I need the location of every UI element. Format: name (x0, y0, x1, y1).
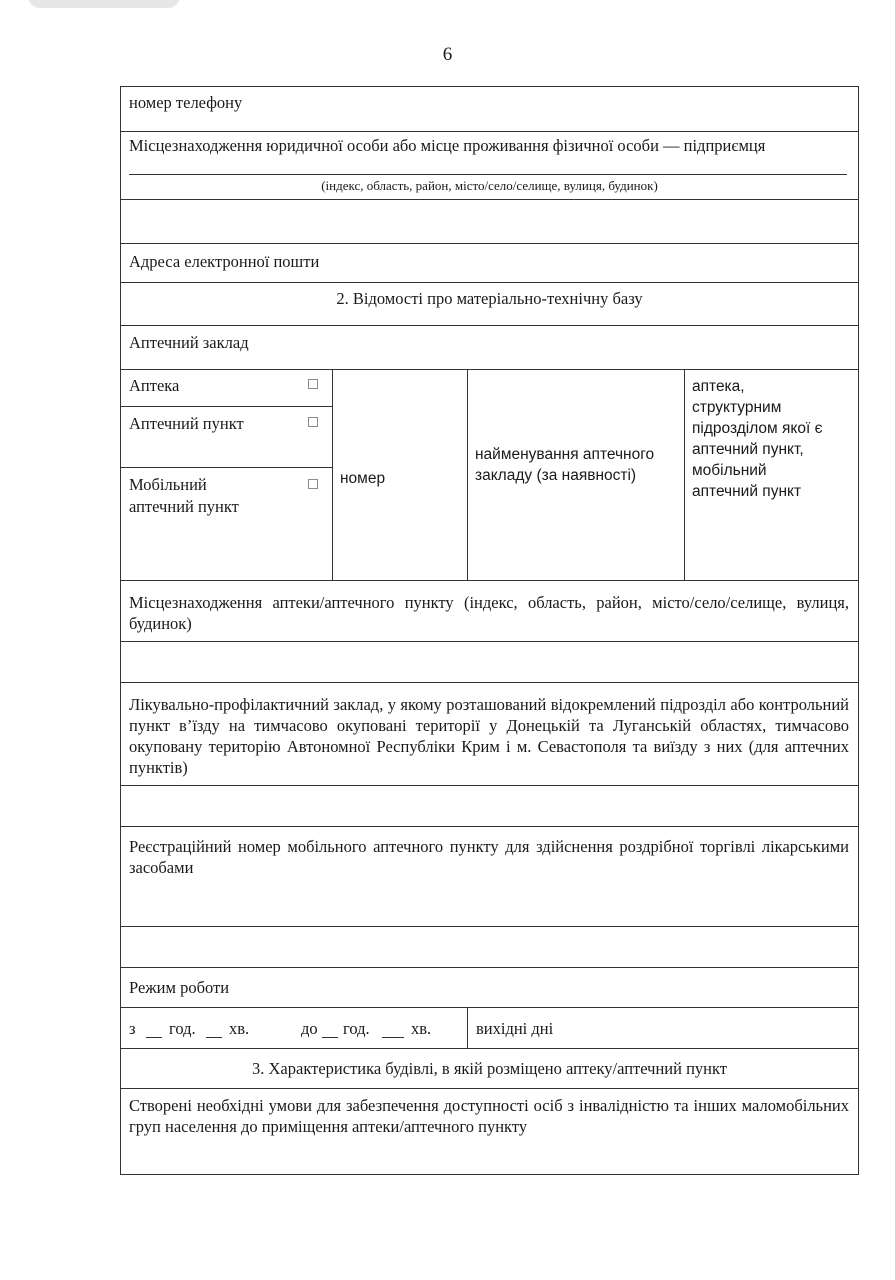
blank-underline (206, 1037, 222, 1038)
work-from-minutes-label: хв. (229, 1019, 250, 1038)
row-divider (120, 826, 859, 827)
row-divider (120, 1048, 859, 1049)
column-divider (684, 369, 685, 580)
pharmacy-location-value-field[interactable] (121, 642, 857, 682)
parent-pharmacy-label-line: аптечний пункт, (692, 441, 804, 458)
mobile-pharmacy-type-checkbox[interactable] (308, 479, 318, 489)
work-from-hours-label: год. (169, 1019, 196, 1038)
parent-pharmacy-label-line: мобільний (692, 462, 767, 479)
row-divider (120, 282, 859, 283)
table-border-top (120, 86, 859, 87)
parent-pharmacy-label (692, 376, 856, 502)
days-off-label: вихідні дні (476, 1019, 554, 1038)
pharmacy-type-option[interactable] (121, 370, 331, 406)
location-hint: (індекс, область, район, місто/село/селище, вулиця, будинок) (321, 178, 658, 193)
row-divider (120, 131, 859, 132)
pharmacy-name-label: найменування аптечного закладу (за наявності) (475, 446, 655, 484)
blank-underline (322, 1037, 338, 1038)
pharmacy-point-type-option[interactable] (121, 407, 331, 467)
work-hours-field[interactable] (121, 1008, 466, 1048)
page-number: 6 (442, 44, 453, 65)
location-underline (129, 174, 847, 175)
row-divider (120, 580, 859, 581)
row-divider (120, 967, 859, 968)
parent-pharmacy-label-line: підрозділом якої є (692, 420, 823, 437)
parent-pharmacy-label-line: аптека, (692, 378, 745, 395)
mobile-pharmacy-type-option[interactable] (121, 468, 331, 579)
pharmacy-location-label: Місцезнаходження аптеки/аптечного пункту (індекс, область, район, місто/село/селище, вулиця, будинок) (129, 593, 849, 633)
mobile-pharmacy-type-label-line2: аптечний пункт (129, 497, 239, 516)
pharmacy-type-checkbox[interactable] (308, 379, 318, 389)
browser-tab-edge (28, 0, 180, 8)
blank-underline (382, 1037, 404, 1038)
row-divider (120, 682, 859, 683)
days-off-field[interactable] (468, 1008, 857, 1048)
table-border-bottom (120, 1174, 859, 1175)
section3-title: 3. Характеристика будівлі, в якій розміщено аптеку/аптечний пункт (252, 1059, 727, 1078)
pharmacy-point-type-checkbox[interactable] (308, 417, 318, 427)
row-divider (120, 1088, 859, 1089)
work-schedule-label: Режим роботи (129, 978, 230, 997)
row-divider (120, 243, 859, 244)
row-divider (120, 325, 859, 326)
work-to-label: до (301, 1019, 318, 1038)
parent-pharmacy-label-line: структурним (692, 399, 782, 416)
mobile-registration-label: Реєстраційний номер мобільного аптечного пункту для здійснення роздрібної торгівлі лікарськими засобами (129, 837, 849, 877)
work-to-minutes-label: хв. (411, 1019, 432, 1038)
location-value-field[interactable] (121, 200, 857, 243)
work-to-hours-label: год. (343, 1019, 370, 1038)
medical-institution-label: Лікувально-профілактичний заклад, у якому розташований відокремлений підрозділ або контрольний пункт в’їзду на тимчасово окуповані території у Донецькій та Луганській областях, тимчасово окуповану територію Автономної Республіки Крим і м. Севастополя та виїзду з них (для аптечних пунктів) (129, 695, 849, 777)
pharmacy-number-label: номер (340, 470, 386, 487)
blank-underline (146, 1037, 162, 1038)
pharmacy-type-label: Аптека (129, 376, 180, 395)
section2-title: 2. Відомості про матеріально-технічну базу (336, 289, 643, 308)
column-divider (332, 369, 333, 580)
application-form-table (120, 86, 859, 1175)
column-divider (467, 369, 468, 580)
pharmacy-point-type-label: Аптечний пункт (129, 414, 244, 433)
work-from-label: з (129, 1019, 136, 1038)
email-label: Адреса електронної пошти (129, 252, 320, 271)
pharmacy-label: Аптечний заклад (129, 333, 249, 352)
parent-pharmacy-label-line: аптечний пункт (692, 483, 802, 500)
mobile-registration-value-field[interactable] (121, 927, 857, 967)
accessibility-label: Створені необхідні умови для забезпечення доступності осіб з інвалідністю та інших маломобільних груп населення до приміщення аптеки/аптечного пункту (129, 1096, 849, 1136)
medical-institution-value-field[interactable] (121, 786, 857, 826)
location-label: Місцезнаходження юридичної особи або місце проживання фізичної особи — підприємця (129, 136, 766, 155)
phone-label: номер телефону (129, 93, 243, 112)
mobile-pharmacy-type-label-line1: Мобільний (129, 475, 207, 494)
table-border-right (858, 86, 859, 1175)
